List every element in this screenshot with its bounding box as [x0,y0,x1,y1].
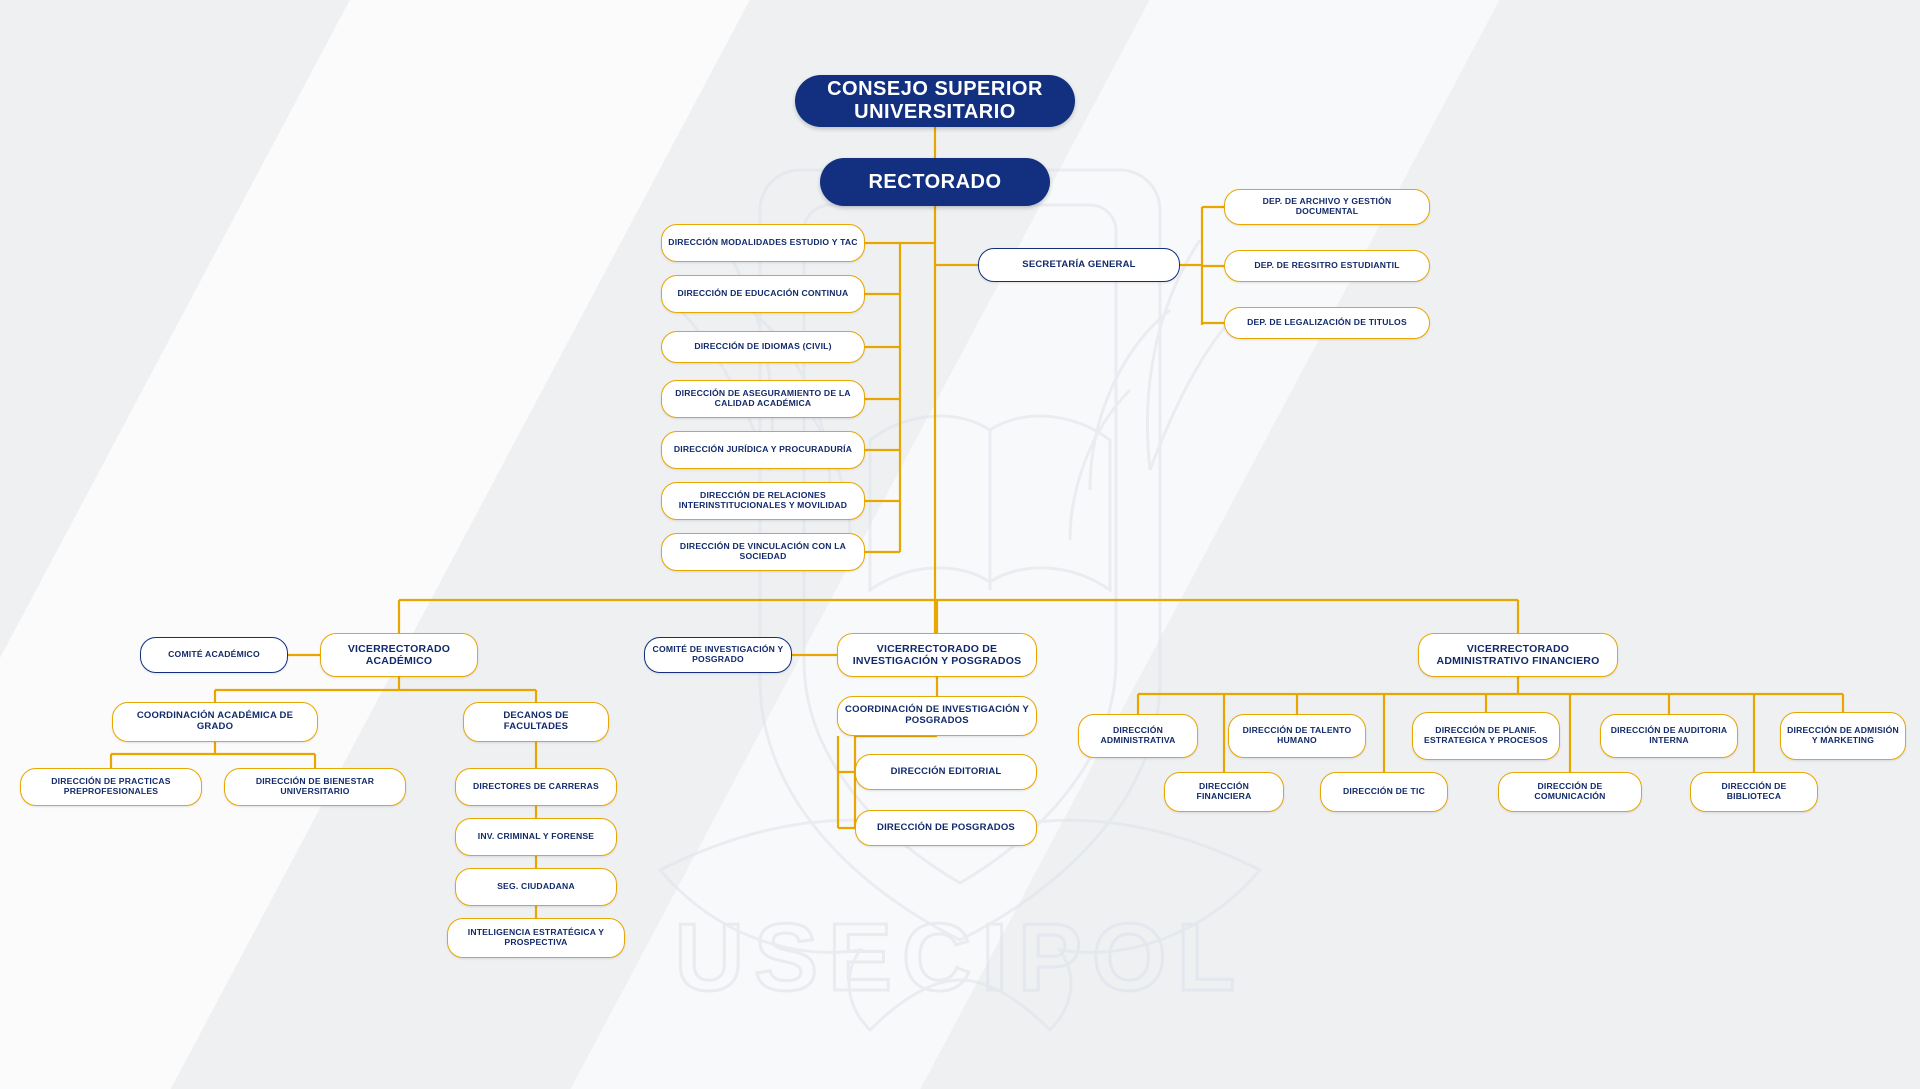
node-label: DIRECCIÓN DE RELACIONES INTERINSTITUCIONALES Y MOVILIDAD [678,490,848,510]
node-seg-ciudadana[interactable] [455,868,617,906]
node-direccion-auditoria[interactable] [1600,714,1738,758]
node-label: COORDINACIÓN DE INVESTIGACIÓN Y POSGRADOS [845,704,1029,726]
node-direccion-posgrados[interactable] [855,810,1037,846]
node-label: DIRECCIÓN DE ADMISIÓN Y MARKETING [1787,725,1899,745]
node-label: VICERRECTORADO ACADÉMICO [347,642,451,667]
node-direccion-biblioteca[interactable] [1690,772,1818,812]
node-label: DIRECCIÓN JURÍDICA Y PROCURADURÍA [673,444,853,455]
node-label: DEP. DE LEGALIZACIÓN DE TITULOS [1247,317,1407,328]
node-direccion-bienestar[interactable] [224,768,406,806]
node-direccion-admision-marketing[interactable] [1780,712,1906,760]
node-inv-criminal-forense[interactable] [455,818,617,856]
svg-text:USECIPOL: USECIPOL [674,904,1246,1011]
node-label: VICERRECTORADO ADMINISTRATIVO FINANCIERO [1436,642,1600,667]
node-label: DIRECCIÓN DE VINCULACIÓN CON LA SOCIEDAD [679,541,847,561]
node-label: VICERRECTORADO DE INVESTIGACIÓN Y POSGRADOS [852,642,1022,667]
node-dep-archivo[interactable] [1224,189,1430,225]
node-vicerrectorado-administrativo[interactable] [1418,633,1618,677]
node-consejo-superior[interactable] [795,75,1075,127]
node-direccion-administrativa[interactable] [1078,714,1198,758]
node-coordinacion-grado[interactable] [112,702,318,742]
node-label: DIRECCIÓN DE PRACTICAS PREPROFESIONALES [51,776,171,796]
node-comite-investigacion[interactable] [644,637,792,673]
node-vicerrectorado-investigacion[interactable] [837,633,1037,677]
node-direccion-idiomas[interactable] [661,331,865,363]
node-label: DIRECCIÓN MODALIDADES ESTUDIO Y TAC [668,237,858,248]
node-direccion-modalidades[interactable] [661,224,865,262]
node-dep-legalizacion[interactable] [1224,307,1430,339]
node-vicerrectorado-academico[interactable] [320,633,478,677]
node-label: SEG. CIUDADANA [497,881,575,892]
node-direccion-financiera[interactable] [1164,772,1284,812]
node-inteligencia-estrategica[interactable] [447,918,625,958]
node-decanos-facultades[interactable] [463,702,609,742]
node-label: RECTORADO [868,170,1002,193]
node-direccion-editorial[interactable] [855,754,1037,790]
node-direccion-relaciones[interactable] [661,482,865,520]
node-direccion-calidad[interactable] [661,380,865,418]
node-label: SECRETARÍA GENERAL [1022,258,1136,270]
node-direccion-juridica[interactable] [661,431,865,469]
node-label: DIRECCIÓN DE TIC [1343,786,1425,797]
node-direccion-tic[interactable] [1320,772,1448,812]
node-label: DIRECCIÓN ADMINISTRATIVA [1100,725,1176,745]
node-dep-registro[interactable] [1224,250,1430,282]
node-label: DIRECCIÓN DE IDIOMAS (CIVIL) [694,341,832,352]
node-label: COMITÉ DE INVESTIGACIÓN Y POSGRADO [652,644,784,664]
node-label: DIRECCIÓN DE PLANIF. ESTRATEGICA Y PROCESOS [1424,725,1548,745]
node-direccion-planificacion[interactable] [1412,712,1560,760]
node-label: INV. CRIMINAL Y FORENSE [477,831,595,842]
node-label: DIRECCIÓN DE POSGRADOS [877,821,1015,833]
node-label: DIRECCIÓN DE ASEGURAMIENTO DE LA CALIDAD ACADÉMICA [675,388,851,408]
node-label: CONSEJO SUPERIOR UNIVERSITARIO [827,78,1043,123]
node-label: COORDINACIÓN ACADÉMICA DE GRADO [136,710,294,732]
node-label: DIRECCIÓN DE BIENESTAR UNIVERSITARIO [255,776,375,796]
node-comite-academico[interactable] [140,637,288,673]
node-label: DECANOS DE FACULTADES [503,710,569,732]
node-label: DIRECCIÓN DE AUDITORIA INTERNA [1610,725,1728,745]
node-label: DIRECCIÓN DE EDUCACIÓN CONTINUA [677,288,849,299]
node-rectorado[interactable] [820,158,1050,206]
node-coordinacion-investigacion[interactable] [837,696,1037,736]
node-direccion-educacion-continua[interactable] [661,275,865,313]
node-label: DIRECCIÓN FINANCIERA [1196,781,1252,801]
node-secretaria-general[interactable] [978,248,1180,282]
node-label: DIRECCIÓN DE BIBLIOTECA [1721,781,1787,801]
node-direccion-vinculacion[interactable] [661,533,865,571]
node-label: DEP. DE ARCHIVO Y GESTIÓN DOCUMENTAL [1262,196,1392,216]
node-label: DIRECTORES DE CARRERAS [472,781,599,792]
node-direccion-comunicacion[interactable] [1498,772,1642,812]
node-direccion-talento-humano[interactable] [1228,714,1366,758]
node-label: DIRECCIÓN DE COMUNICACIÓN [1534,781,1606,801]
node-label: DIRECCIÓN EDITORIAL [890,765,1002,777]
node-label: COMITÉ ACADÉMICO [168,649,260,660]
node-direccion-practicas[interactable] [20,768,202,806]
node-label: INTELIGENCIA ESTRATÉGICA Y PROSPECTIVA [467,927,605,947]
node-label: DEP. DE REGSITRO ESTUDIANTIL [1254,260,1400,271]
node-directores-carreras[interactable] [455,768,617,806]
node-label: DIRECCIÓN DE TALENTO HUMANO [1242,725,1352,745]
